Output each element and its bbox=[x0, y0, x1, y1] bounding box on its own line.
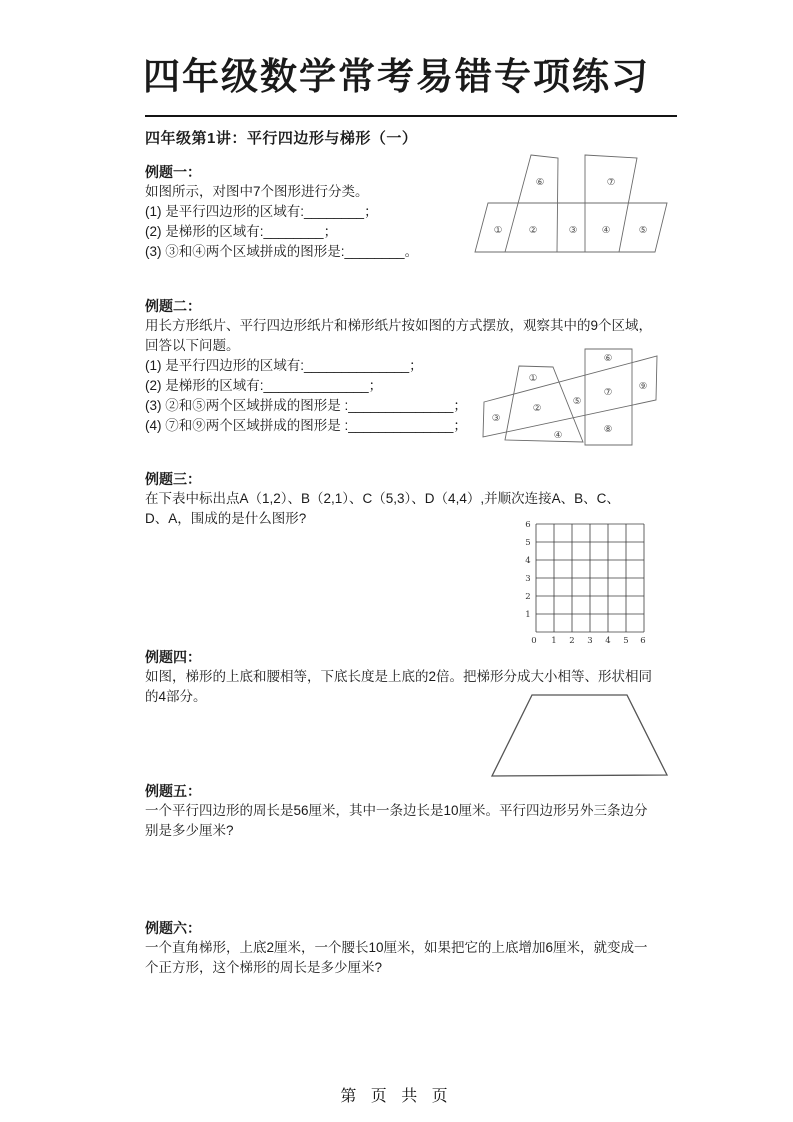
region-label-1: ① bbox=[493, 225, 503, 236]
grid-lines bbox=[536, 524, 644, 632]
problem-2-line-1: 用长方形纸片、平行四边形纸片和梯形纸片按如图的方式摆放，观察其中的9个区域， bbox=[145, 318, 653, 333]
problem-1-label: 例题一： bbox=[145, 164, 201, 180]
region-label-9: ⑨ bbox=[638, 381, 648, 392]
y-tick: 2 bbox=[525, 592, 531, 602]
problem-4-label: 例题四： bbox=[145, 649, 201, 665]
problem-5 bbox=[145, 781, 690, 841]
problem-6-line-2: 个正方形，这个梯形的周长是多少厘米? bbox=[145, 960, 383, 975]
trapezoid-outline bbox=[492, 695, 667, 776]
figure-seven-regions bbox=[470, 145, 700, 255]
problem-3-line-1: 在下表中标出点A（1,2）、B（2,1）、C（5,3）、D（4,4）,并顺次连接A、B、C、 bbox=[145, 491, 620, 506]
parallelogram-strip-outline bbox=[483, 356, 657, 437]
x-tick: 2 bbox=[569, 636, 575, 646]
problem-1-blank-2: (2) 是梯形的区域有:________； bbox=[145, 224, 338, 239]
region-label-3: ③ bbox=[491, 413, 501, 424]
problem-4-line-2: 的4部分。 bbox=[145, 689, 207, 704]
x-tick: 0 bbox=[531, 636, 537, 646]
upper-piece-6-outline bbox=[505, 155, 558, 252]
region-label-8: ⑧ bbox=[603, 424, 613, 435]
region-label-7: ⑦ bbox=[603, 387, 613, 398]
page-footer: 第 页 共 页 bbox=[340, 1088, 453, 1105]
region-label-2: ② bbox=[528, 225, 538, 236]
problem-5-label: 例题五： bbox=[145, 783, 201, 799]
y-tick: 6 bbox=[525, 520, 531, 530]
region-label-1: ① bbox=[528, 373, 538, 384]
region-label-6: ⑥ bbox=[535, 177, 545, 188]
region-label-7: ⑦ bbox=[606, 177, 616, 188]
y-tick: 4 bbox=[525, 556, 531, 566]
problem-2-label: 例题二： bbox=[145, 298, 201, 314]
x-tick: 5 bbox=[623, 636, 629, 646]
problem-1-blank-3: (3) ③和④两个区域拼成的图形是:________。 bbox=[145, 244, 419, 259]
y-tick: 5 bbox=[525, 538, 531, 548]
x-axis-tick-labels bbox=[531, 636, 645, 646]
x-tick: 4 bbox=[605, 636, 611, 646]
problem-4-line-1: 如图，梯形的上底和腰相等，下底长度是上底的2倍。把梯形分成大小相等、形状相同 bbox=[145, 669, 653, 684]
problem-1-line: 如图所示，对图中7个图形进行分类。 bbox=[145, 184, 369, 199]
problem-2-line-2: 回答以下问题。 bbox=[145, 338, 240, 353]
x-tick: 6 bbox=[640, 636, 646, 646]
region-label-6: ⑥ bbox=[603, 353, 613, 364]
region-label-4: ④ bbox=[553, 430, 563, 441]
page-title: 四年级数学常考易错专项练习 bbox=[143, 56, 650, 97]
problem-2-blank-4: (4) ⑦和⑨两个区域拼成的图形是 :______________； bbox=[145, 418, 467, 433]
problem-5-line-2: 别是多少厘米? bbox=[145, 823, 234, 838]
problem-2-blank-2: (2) 是梯形的区域有:______________； bbox=[145, 378, 383, 393]
problem-1-blank-1: (1) 是平行四边形的区域有:________； bbox=[145, 204, 378, 219]
x-tick: 3 bbox=[587, 636, 593, 646]
region-label-3: ③ bbox=[568, 225, 578, 236]
problem-6 bbox=[145, 918, 690, 978]
upper-piece-7-outline bbox=[585, 155, 637, 252]
y-tick: 3 bbox=[525, 574, 531, 584]
title-divider bbox=[145, 115, 677, 117]
problem-3-line-2: D、A，围成的是什么图形? bbox=[145, 511, 307, 526]
problem-5-line-1: 一个平行四边形的周长是56厘米，其中一条边长是10厘米。平行四边形另外三条边分 bbox=[145, 803, 648, 818]
problem-6-label: 例题六： bbox=[145, 920, 201, 936]
figure-coordinate-grid bbox=[510, 514, 670, 649]
y-tick: 1 bbox=[525, 610, 531, 620]
region-label-5: ⑤ bbox=[572, 396, 582, 407]
trapezoid-piece-outline bbox=[505, 366, 583, 442]
section-heading: 四年级第1讲：平行四边形与梯形（一） bbox=[145, 130, 418, 147]
region-label-5: ⑤ bbox=[638, 225, 648, 236]
y-axis-tick-labels bbox=[525, 520, 530, 620]
x-tick: 1 bbox=[551, 636, 557, 646]
figure-nine-regions bbox=[480, 340, 672, 455]
region-label-2: ② bbox=[532, 403, 542, 414]
problem-2-blank-1: (1) 是平行四边形的区域有:______________； bbox=[145, 358, 423, 373]
figure-trapezoid bbox=[460, 690, 700, 790]
region-label-4: ④ bbox=[601, 225, 611, 236]
problem-3-label: 例题三： bbox=[145, 471, 201, 487]
problem-6-line-1: 一个直角梯形，上底2厘米，一个腰长10厘米，如果把它的上底增加6厘米，就变成一 bbox=[145, 940, 648, 955]
problem-2-blank-3: (3) ②和⑤两个区域拼成的图形是 :______________； bbox=[145, 398, 467, 413]
